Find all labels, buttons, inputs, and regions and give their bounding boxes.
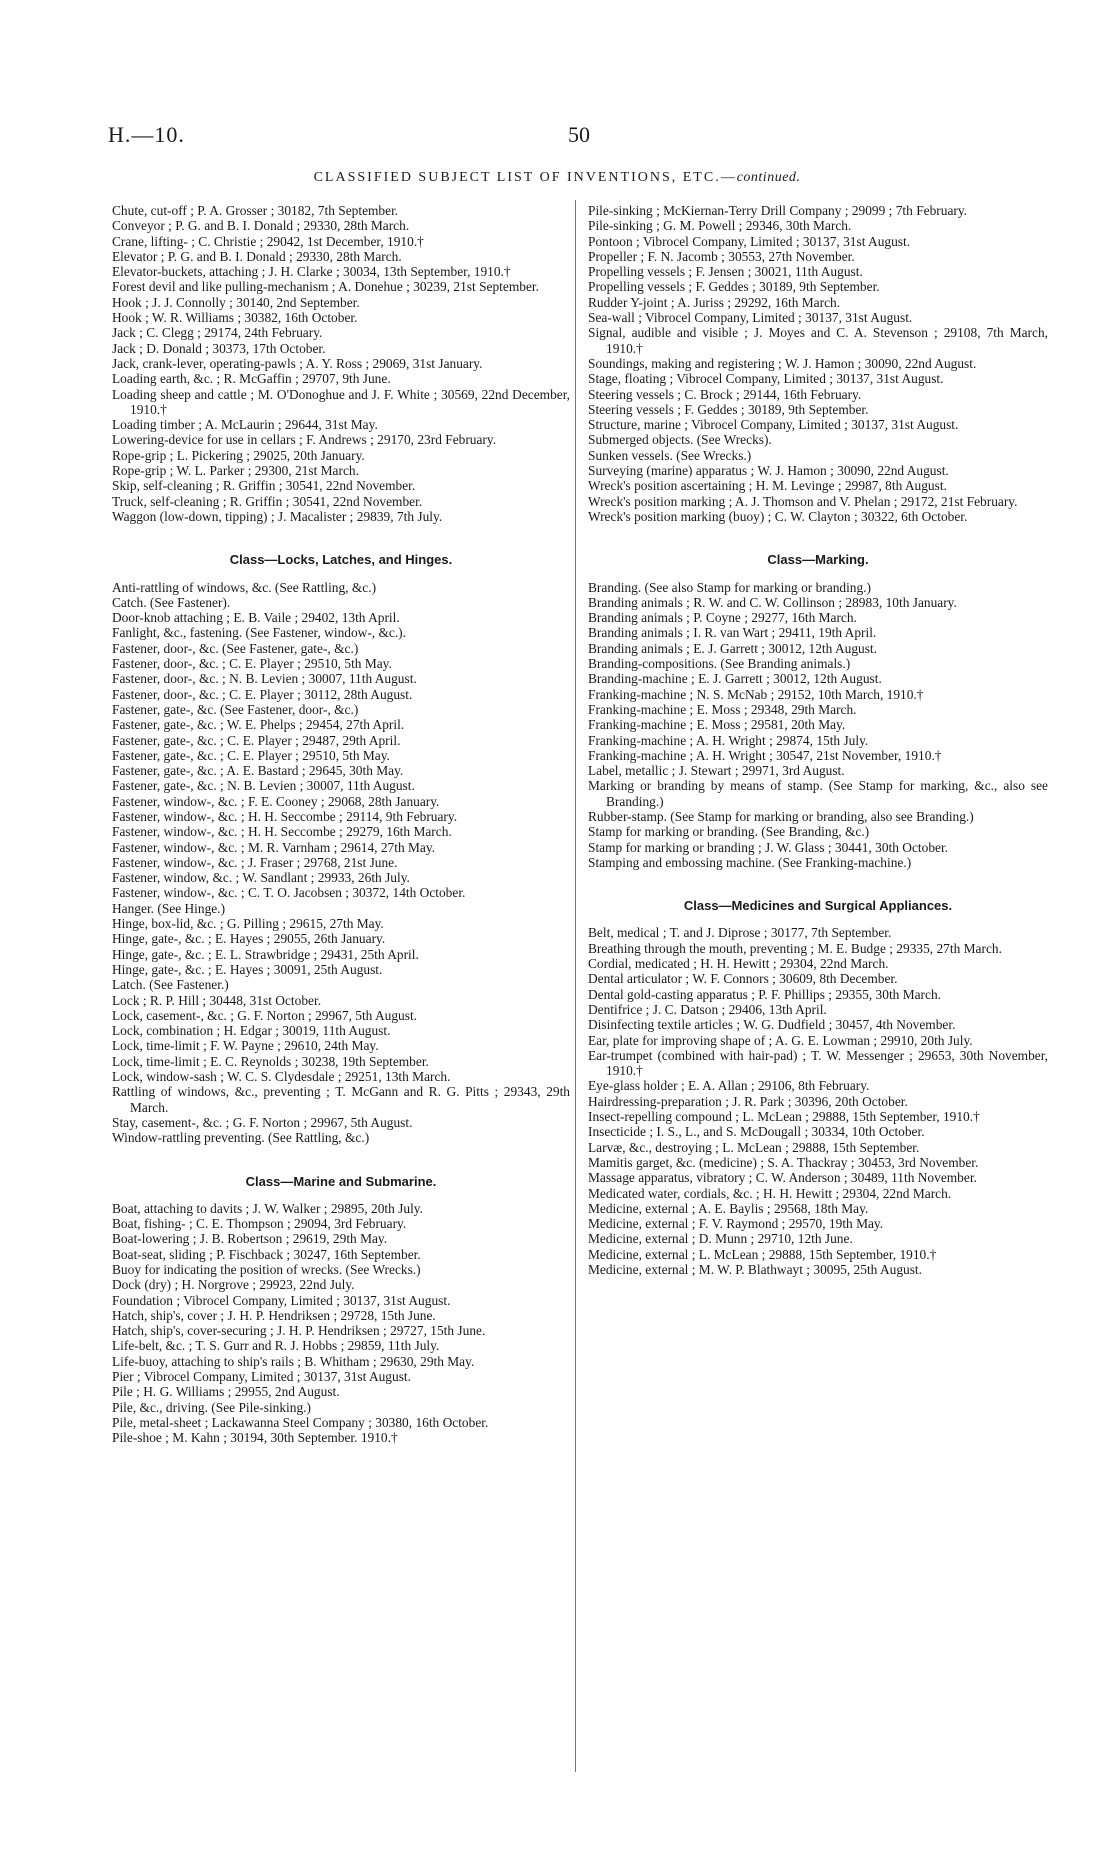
invention-entry: Fastener, window-, &c. ; H. H. Seccombe ; 29114, 9th February. [112,808,458,824]
invention-entry: Dentifrice ; J. C. Datson ; 29406, 13th April. [588,1001,827,1017]
invention-entry: Marking or branding by means of stamp. (See Stamp for marking, &c., also see Branding.) [588,778,1048,809]
invention-entry: Hatch, ship's, cover ; J. H. P. Hendriksen ; 29728, 15th June. [112,1307,436,1323]
invention-entry: Skip, self-cleaning ; R. Griffin ; 30541, 22nd November. [112,478,416,494]
invention-entry: Dental gold-casting apparatus ; P. F. Phillips ; 29355, 30th March. [588,986,941,1002]
invention-entry: Dock (dry) ; H. Norgrove ; 29923, 22nd July. [112,1277,355,1293]
invention-entry: Lock, time-limit ; F. W. Payne ; 29610, 24th May. [112,1038,379,1054]
invention-entry: Window-rattling preventing. (See Rattling, &c.) [112,1130,370,1146]
invention-entry: Hinge, box-lid, &c. ; G. Pilling ; 29615, 27th May. [112,916,384,932]
invention-entry: Stamp for marking or branding ; J. W. Glass ; 30441, 30th October. [588,839,949,855]
invention-entry: Jack, crank-lever, operating-pawls ; A. Y. Ross ; 29069, 31st January. [112,355,483,371]
invention-entry: Pile-sinking ; G. M. Powell ; 29346, 30th March. [588,218,852,234]
invention-entry: Propelling vessels ; F. Jensen ; 30021, 11th August. [588,264,863,280]
invention-entry: Hook ; W. R. Williams ; 30382, 16th October. [112,310,358,326]
invention-entry: Rope-grip ; W. L. Parker ; 29300, 21st March. [112,463,359,479]
class-heading: Class—Locks, Latches, and Hinges. [229,552,453,568]
invention-entry: Medicine, external ; A. E. Baylis ; 29568, 18th May. [588,1200,869,1216]
invention-entry: Medicine, external ; M. W. P. Blathwayt ; 30095, 25th August. [588,1262,922,1277]
left-column [112,203,570,1446]
invention-entry: Conveyor ; P. G. and B. I. Donald ; 29330, 28th March. [112,218,410,234]
page-subtitle [0,170,1114,186]
invention-entry: Branding animals ; R. W. and C. W. Collinson ; 28983, 10th January. [588,594,957,610]
invention-entry: Rattling of windows, &c., preventing ; T. McGann and R. G. Pitts ; 29343, 29th March. [112,1084,570,1115]
invention-entry: Franking-machine ; A. H. Wright ; 29874, 15th July. [588,732,869,748]
invention-entry: Hatch, ship's, cover-securing ; J. H. P. Hendriksen ; 29727, 15th June. [112,1323,486,1339]
invention-entry: Fastener, window-, &c. ; M. R. Varnham ; 29614, 27th May. [112,839,436,855]
subtitle-text: CLASSIFIED SUBJECT LIST OF INVENTIONS, ETC.— [313,170,737,185]
invention-entry: Stage, floating ; Vibrocel Company, Limited ; 30137, 31st August. [588,371,944,387]
invention-entry: Branding animals ; P. Coyne ; 29277, 16th March. [588,610,857,626]
invention-entry: Pile-sinking ; McKiernan-Terry Drill Company ; 29099 ; 7th February. [588,203,968,218]
invention-entry: Franking-machine ; E. Moss ; 29581, 20th May. [588,717,846,733]
invention-entry: Door-knob attaching ; E. B. Vaile ; 29402, 13th April. [112,610,400,626]
invention-entry: Pile ; H. G. Williams ; 29955, 2nd August. [112,1384,340,1400]
invention-entry: Medicine, external ; L. McLean ; 29888, 15th September, 1910.† [588,1246,937,1262]
invention-entry: Lowering-device for use in cellars ; F. Andrews ; 29170, 23rd February. [112,432,497,448]
invention-entry: Steering vessels ; F. Geddes ; 30189, 9th September. [588,401,869,417]
invention-entry: Insecticide ; I. S., L., and S. McDougall ; 30334, 10th October. [588,1124,925,1140]
invention-entry: Fastener, gate-, &c. ; C. E. Player ; 29510, 5th May. [112,747,390,763]
invention-entry: Stay, casement-, &c. ; G. F. Norton ; 29967, 5th August. [112,1114,413,1130]
invention-entry: Structure, marine ; Vibrocel Company, Limited ; 30137, 31st August. [588,417,959,433]
invention-entry: Fastener, window-, &c. ; C. T. O. Jacobsen ; 30372, 14th October. [112,885,466,901]
invention-entry: Belt, medical ; T. and J. Diprose ; 30177, 7th September. [588,925,892,941]
invention-entry: Pontoon ; Vibrocel Company, Limited ; 30137, 31st August. [588,233,911,249]
invention-entry: Foundation ; Vibrocel Company, Limited ; 30137, 31st August. [112,1292,451,1308]
invention-entry: Pile, &c., driving. (See Pile-sinking.) [112,1399,311,1415]
invention-entry: Cordial, medicated ; H. H. Hewitt ; 29304, 22nd March. [588,956,889,972]
invention-entry: Label, metallic ; J. Stewart ; 29971, 3rd August. [588,763,845,779]
invention-entry: Loading timber ; A. McLaurin ; 29644, 31st May. [112,417,378,433]
invention-entry: Lock, window-sash ; W. C. S. Clydesdale ; 29251, 13th March. [112,1069,451,1085]
subtitle-continued: continued. [736,170,801,185]
invention-entry: Chute, cut-off ; P. A. Grosser ; 30182, 7th September. [112,203,399,218]
invention-entry: Fastener, window-, &c. ; J. Fraser ; 29768, 21st June. [112,854,398,870]
right-column [588,203,1048,1277]
invention-entry: Loading earth, &c. ; R. McGaffin ; 29707, 9th June. [112,371,391,387]
invention-entry: Surveying (marine) apparatus ; W. J. Hamon ; 30090, 22nd August. [588,463,949,479]
invention-entry: Breathing through the mouth, preventing ; M. E. Budge ; 29335, 27th March. [588,940,1002,956]
invention-entry: Branding-compositions. (See Branding animals.) [588,656,851,672]
invention-entry: Fastener, window, &c. ; W. Sandlant ; 29933, 26th July. [112,870,410,886]
class-heading: Class—Marine and Submarine. [245,1173,437,1189]
class-heading: Class—Marking. [767,552,869,568]
invention-entry: Wreck's position marking (buoy) ; C. W. Clayton ; 30322, 6th October. [588,508,968,524]
invention-entry: Hinge, gate-, &c. ; E. Hayes ; 29055, 26th January. [112,931,386,947]
invention-entry: Fanlight, &c., fastening. (See Fastener, window-, &c.). [112,625,406,641]
invention-entry: Franking-machine ; N. S. McNab ; 29152, 10th March, 1910.† [588,686,924,702]
invention-entry: Lock, time-limit ; E. C. Reynolds ; 30238, 19th September. [112,1053,429,1069]
invention-entry: Sunken vessels. (See Wrecks.) [588,447,752,463]
invention-entry: Hook ; J. J. Connolly ; 30140, 2nd September. [112,294,360,310]
column-divider [575,200,576,1772]
invention-entry: Ear, plate for improving shape of ; A. G. E. Lowman ; 29910, 20th July. [588,1032,973,1048]
invention-entry: Elevator-buckets, attaching ; J. H. Clarke ; 30034, 13th September, 1910.† [112,264,511,280]
invention-entry: Boat-lowering ; J. B. Robertson ; 29619, 29th May. [112,1231,388,1247]
invention-entry: Franking-machine ; A. H. Wright ; 30547, 21st November, 1910.† [588,747,942,763]
invention-entry: Fastener, door-, &c. ; C. E. Player ; 29510, 5th May. [112,656,392,672]
invention-entry: Life-belt, &c. ; T. S. Gurr and R. J. Hobbs ; 29859, 11th July. [112,1338,440,1354]
invention-entry: Fastener, gate-, &c. (See Fastener, door-, &c.) [112,701,359,717]
invention-entry: Fastener, gate-, &c. ; N. B. Levien ; 30007, 11th August. [112,778,415,794]
invention-entry: Stamp for marking or branding. (See Branding, &c.) [588,824,870,840]
invention-entry: Stamping and embossing machine. (See Franking-machine.) [588,854,912,870]
invention-entry: Hinge, gate-, &c. ; E. Hayes ; 30091, 25th August. [112,961,383,977]
invention-entry: Larvæ, &c., destroying ; L. McLean ; 29888, 15th September. [588,1139,920,1155]
invention-entry: Submerged objects. (See Wrecks). [588,432,772,448]
invention-entry: Dental articulator ; W. F. Connors ; 30609, 8th December. [588,971,898,987]
invention-entry: Anti-rattling of windows, &c. (See Rattling, &c.) [112,579,377,595]
invention-entry: Jack ; C. Clegg ; 29174, 24th February. [112,325,323,341]
invention-entry: Rope-grip ; L. Pickering ; 29025, 20th January. [112,447,365,463]
invention-entry: Rudder Y-joint ; A. Juriss ; 29292, 16th March. [588,294,841,310]
invention-entry: Hanger. (See Hinge.) [112,900,226,916]
invention-entry: Boat, attaching to davits ; J. W. Walker ; 29895, 20th July. [112,1200,423,1216]
page-number: 50 [568,122,590,147]
invention-entry: Eye-glass holder ; E. A. Allan ; 29106, 8th February. [588,1078,870,1094]
invention-entry: Disinfecting textile articles ; W. G. Dudfield ; 30457, 4th November. [588,1017,956,1033]
invention-entry: Mamitis garget, &c. (medicine) ; S. A. Thackray ; 30453, 3rd November. [588,1154,979,1170]
invention-entry: Buoy for indicating the position of wrecks. (See Wrecks.) [112,1262,421,1277]
invention-entry: Propelling vessels ; F. Geddes ; 30189, 9th September. [588,279,880,295]
invention-entry: Sea-wall ; Vibrocel Company, Limited ; 30137, 31st August. [588,310,913,326]
invention-entry: Pile-shoe ; M. Kahn ; 30194, 30th September. 1910.† [112,1430,398,1446]
invention-entry: Jack ; D. Donald ; 30373, 17th October. [112,340,326,356]
invention-entry: Fastener, gate-, &c. ; A. E. Bastard ; 29645, 30th May. [112,763,404,779]
invention-entry: Truck, self-cleaning ; R. Griffin ; 30541, 22nd November. [112,493,423,509]
invention-entry: Pier ; Vibrocel Company, Limited ; 30137, 31st August. [112,1369,411,1385]
invention-entry: Fastener, door-, &c. (See Fastener, gate-, &c.) [112,640,359,656]
invention-entry: Fastener, door-, &c. ; C. E. Player ; 30112, 28th August. [112,686,413,702]
invention-entry: Steering vessels ; C. Brock ; 29144, 16th February. [588,386,862,402]
invention-entry: Branding-machine ; E. J. Garrett ; 30012, 12th August. [588,671,882,687]
invention-entry: Insect-repelling compound ; L. McLean ; 29888, 15th September, 1910.† [588,1109,980,1125]
invention-entry: Forest devil and like pulling-mechanism ; A. Donehue ; 30239, 21st September. [112,279,539,295]
invention-entry: Signal, audible and visible ; J. Moyes and C. A. Stevenson ; 29108, 7th March, 1910.† [588,325,1048,356]
invention-entry: Pile, metal-sheet ; Lackawanna Steel Company ; 30380, 16th October. [112,1414,489,1430]
invention-entry: Ear-trumpet (combined with hair-pad) ; T. W. Messenger ; 29653, 30th November, 1910.† [588,1047,1048,1079]
invention-entry: Lock, casement-, &c. ; G. F. Norton ; 29967, 5th August. [112,1007,418,1023]
invention-entry: Propeller ; F. N. Jacomb ; 30553, 27th November. [588,248,855,264]
invention-entry: Fastener, gate-, &c. ; W. E. Phelps ; 29454, 27th April. [112,717,405,733]
invention-entry: Fastener, gate-, &c. ; C. E. Player ; 29487, 29th April. [112,732,401,748]
invention-entry: Fastener, window-, &c. ; H. H. Seccombe ; 29279, 16th March. [112,824,452,840]
invention-entry: Medicine, external ; D. Munn ; 29710, 12th June. [588,1231,853,1247]
invention-entry: Massage apparatus, vibratory ; C. W. Anderson ; 30489, 11th November. [588,1170,977,1186]
invention-entry: Rubber-stamp. (See Stamp for marking or branding, also see Branding.) [588,808,974,824]
invention-entry: Branding animals ; E. J. Garrett ; 30012, 12th August. [588,640,877,656]
invention-entry: Lock ; R. P. Hill ; 30448, 31st October. [112,992,322,1008]
class-heading: Class—Medicines and Surgical Appliances. [683,898,953,914]
invention-entry: Wreck's position marking ; A. J. Thomson and V. Phelan ; 29172, 21st February. [588,493,1018,509]
invention-entry: Boat, fishing- ; C. E. Thompson ; 29094, 3rd February. [112,1216,407,1232]
invention-entry: Hinge, gate-, &c. ; E. L. Strawbridge ; 29431, 25th April. [112,946,419,962]
invention-entry: Medicated water, cordials, &c. ; H. H. Hewitt ; 29304, 22nd March. [588,1185,952,1201]
invention-entry: Branding animals ; I. R. van Wart ; 29411, 19th April. [588,625,877,641]
invention-entry: Branding. (See also Stamp for marking or branding.) [588,579,872,595]
invention-entry: Latch. (See Fastener.) [112,977,229,993]
invention-entry: Loading sheep and cattle ; M. O'Donoghue and J. F. White ; 30569, 22nd December, 1910.† [112,386,570,417]
invention-entry: Hairdressing-preparation ; J. R. Park ; 30396, 20th October. [588,1093,908,1109]
invention-entry: Fastener, door-, &c. ; N. B. Levien ; 30007, 11th August. [112,671,417,687]
page-header-left: H.—10. [108,122,185,147]
invention-entry: Waggon (low-down, tipping) ; J. Macalister ; 29839, 7th July. [112,508,443,524]
invention-entry: Soundings, making and registering ; W. J. Hamon ; 30090, 22nd August. [588,355,977,371]
invention-entry: Life-buoy, attaching to ship's rails ; B. Whitham ; 29630, 29th May. [112,1353,475,1369]
invention-entry: Boat-seat, sliding ; P. Fischback ; 30247, 16th September. [112,1246,421,1262]
invention-entry: Franking-machine ; E. Moss ; 29348, 29th March. [588,701,857,717]
invention-entry: Crane, lifting- ; C. Christie ; 29042, 1st December, 1910.† [112,233,424,249]
invention-entry: Lock, combination ; H. Edgar ; 30019, 11th August. [112,1023,391,1039]
invention-entry: Elevator ; P. G. and B. I. Donald ; 29330, 28th March. [112,248,402,264]
invention-entry: Catch. (See Fastener). [112,594,231,610]
invention-entry: Wreck's position ascertaining ; H. M. Levinge ; 29987, 8th August. [588,478,947,494]
invention-entry: Fastener, window-, &c. ; F. E. Cooney ; 29068, 28th January. [112,793,440,809]
invention-entry: Medicine, external ; F. V. Raymond ; 29570, 19th May. [588,1216,884,1232]
